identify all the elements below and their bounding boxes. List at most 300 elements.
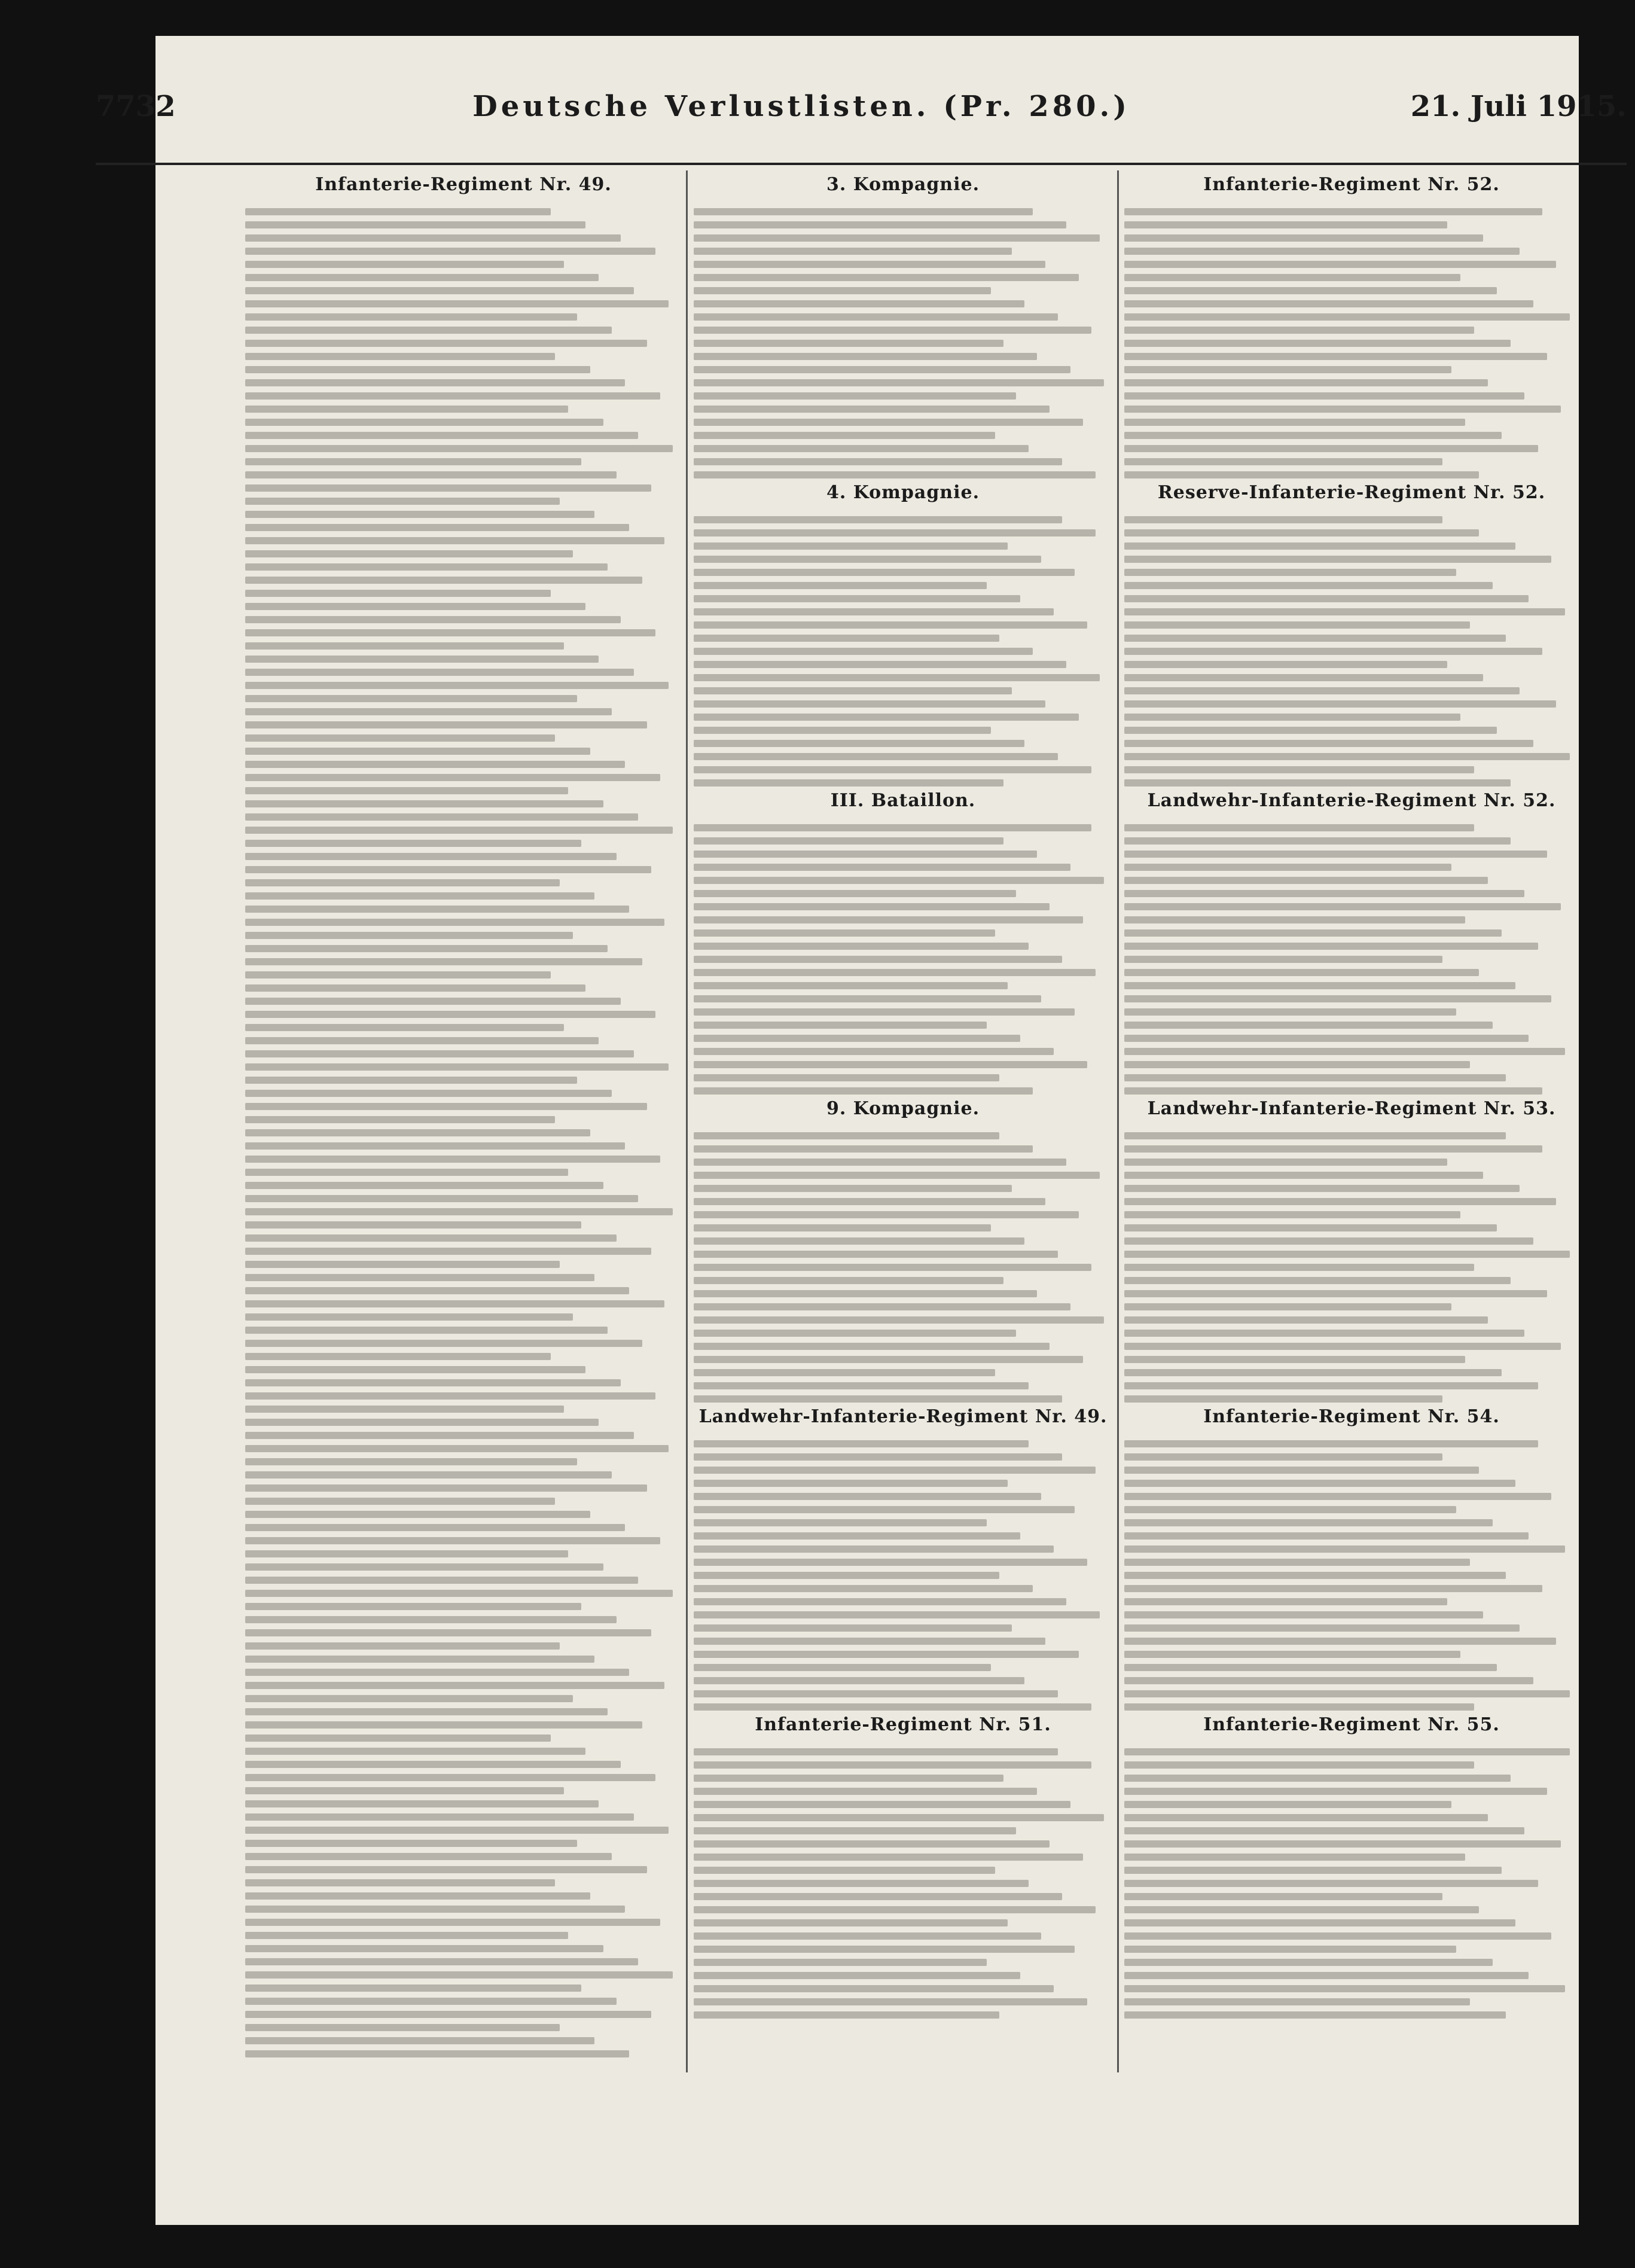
text-line: [245, 419, 603, 426]
text-line: [245, 761, 625, 768]
text-line: [245, 813, 638, 821]
column-1: [245, 170, 682, 2072]
text-block: [1124, 200, 1579, 478]
section-heading: 9. Kompagnie.: [826, 1098, 980, 1119]
text-line: [245, 458, 581, 465]
text-line: [245, 1919, 660, 1926]
text-line: [245, 1892, 590, 1900]
text-line: [694, 956, 1062, 963]
text-line: [245, 721, 647, 728]
text-line: [1124, 1316, 1488, 1324]
column-divider: [1117, 170, 1119, 2072]
text-line: [1124, 1906, 1479, 1913]
text-line: [694, 1211, 1079, 1218]
text-line: [694, 727, 991, 734]
text-block: [1124, 508, 1579, 787]
text-line: [245, 379, 625, 386]
text-line: [245, 708, 612, 715]
text-line: [1124, 1998, 1470, 2005]
text-line: [1124, 542, 1515, 550]
text-line: [1124, 2011, 1506, 2019]
text-line: [1124, 287, 1497, 294]
text-line: [245, 1063, 669, 1071]
text-line: [1124, 1382, 1538, 1389]
text-line: [245, 1945, 603, 1952]
publication-title: Deutsche Verlustlisten. (Pr. 280.): [472, 90, 1130, 123]
text-line: [1124, 1224, 1497, 1231]
text-line: [245, 1656, 594, 1663]
text-line: [1124, 890, 1524, 897]
text-line: [245, 1090, 612, 1097]
text-line: [694, 648, 1033, 655]
text-line: [245, 1248, 651, 1255]
text-line: [694, 1946, 1075, 1953]
column-3: [1124, 170, 1579, 2072]
text-line: [245, 1024, 564, 1031]
text-line: [694, 608, 1054, 615]
text-line: [1124, 916, 1465, 923]
text-line: [245, 2011, 651, 2018]
text-line: [1124, 1369, 1502, 1376]
text-line: [1124, 1598, 1447, 1605]
text-line: [245, 1353, 551, 1360]
text-line: [245, 603, 585, 610]
text-line: [694, 1440, 1029, 1447]
text-line: [694, 1972, 1020, 1979]
text-line: [694, 1159, 1066, 1166]
text-line: [1124, 274, 1460, 281]
text-line: [1124, 864, 1451, 871]
text-line: [1124, 727, 1497, 734]
text-line: [1124, 445, 1538, 452]
text-line: [694, 1519, 987, 1526]
text-line: [694, 1185, 1012, 1192]
text-line: [694, 516, 1062, 523]
text-line: [694, 714, 1079, 721]
text-line: [1124, 850, 1547, 858]
text-block: [1124, 1124, 1579, 1403]
text-line: [694, 327, 1091, 334]
text-line: [245, 1327, 608, 1334]
text-line: [245, 774, 660, 781]
text-line: [1124, 1545, 1565, 1553]
text-line: [245, 971, 551, 978]
text-line: [694, 1651, 1079, 1658]
section-heading: Reserve-Infanterie-Regiment Nr. 52.: [1157, 482, 1546, 503]
text-line: [694, 837, 1003, 845]
text-line: [1124, 753, 1570, 760]
text-line: [1124, 1611, 1483, 1618]
text-line: [694, 1251, 1058, 1258]
text-line: [1124, 569, 1456, 576]
text-line: [1124, 221, 1447, 228]
text-line: [694, 569, 1075, 576]
text-line: [245, 1366, 585, 1373]
text-line: [245, 1419, 599, 1426]
text-line: [1124, 1775, 1511, 1782]
text-line: [1124, 700, 1556, 708]
text-line: [245, 1827, 669, 1834]
text-line: [245, 1708, 608, 1715]
text-line: [1124, 1519, 1493, 1526]
text-line: [245, 945, 608, 952]
text-line: [245, 682, 669, 689]
text-line: [1124, 582, 1493, 589]
text-line: [1124, 1867, 1502, 1874]
text-line: [694, 1048, 1054, 1055]
text-line: [694, 766, 1091, 773]
text-line: [245, 1103, 647, 1110]
text-line: [1124, 687, 1520, 694]
text-line: [245, 1787, 564, 1794]
text-line: [694, 248, 1012, 255]
text-block: [694, 1432, 1112, 1711]
text-line: [694, 221, 1066, 228]
text-line: [1124, 1664, 1497, 1671]
text-block: [245, 200, 682, 2057]
text-line: [245, 1721, 642, 1729]
text-line: [1124, 1061, 1470, 1068]
text-line: [1124, 1303, 1451, 1310]
text-line: [1124, 969, 1479, 976]
text-line: [694, 1480, 1008, 1487]
text-line: [1124, 1145, 1542, 1153]
text-line: [694, 687, 1012, 694]
text-line: [245, 221, 585, 228]
text-line: [245, 1037, 599, 1044]
text-line: [1124, 1932, 1551, 1940]
text-line: [1124, 353, 1547, 360]
text-line: [245, 287, 634, 294]
text-line: [694, 1356, 1083, 1363]
text-line: [1124, 516, 1442, 523]
text-line: [694, 1172, 1100, 1179]
text-line: [245, 1392, 655, 1400]
text-line: [694, 1382, 1029, 1389]
text-line: [245, 932, 573, 939]
text-line: [1124, 766, 1474, 773]
text-line: [245, 656, 599, 663]
text-block: [694, 1124, 1112, 1403]
text-line: [245, 1879, 555, 1886]
text-line: [694, 1703, 1091, 1711]
text-line: [1124, 1840, 1561, 1848]
text-line: [1124, 1506, 1456, 1513]
text-line: [694, 1008, 1075, 1016]
text-line: [245, 1471, 612, 1479]
text-line: [694, 1959, 987, 1966]
text-line: [1124, 1919, 1515, 1926]
text-line: [245, 1261, 560, 1268]
text-line: [694, 1277, 1003, 1284]
text-line: [694, 1224, 991, 1231]
text-line: [245, 1195, 638, 1202]
text-line: [245, 432, 638, 439]
text-line: [694, 1532, 1020, 1540]
text-line: [694, 1919, 1008, 1926]
text-line: [245, 2024, 560, 2031]
text-line: [245, 590, 551, 597]
text-line: [1124, 1087, 1542, 1095]
text-line: [694, 877, 1104, 884]
text-line: [245, 313, 577, 321]
text-line: [1124, 837, 1511, 845]
text-line: [245, 563, 608, 571]
section-heading: Landwehr-Infanterie-Regiment Nr. 52.: [1147, 790, 1556, 811]
text-line: [694, 556, 1041, 563]
text-block: [694, 1740, 1112, 2019]
text-line: [1124, 608, 1565, 615]
text-line: [245, 577, 642, 584]
text-line: [694, 916, 1083, 923]
text-line: [694, 529, 1096, 536]
text-line: [245, 300, 669, 307]
text-line: [245, 1011, 655, 1018]
text-line: [245, 616, 621, 623]
text-line: [694, 1061, 1087, 1068]
text-line: [694, 595, 1020, 602]
text-line: [1124, 1440, 1538, 1447]
text-line: [1124, 208, 1542, 215]
text-line: [694, 1369, 995, 1376]
text-line: [245, 1129, 590, 1136]
text-line: [1124, 1827, 1524, 1834]
text-line: [694, 1074, 999, 1081]
text-line: [245, 511, 594, 518]
text-line: [694, 850, 1037, 858]
text-line: [694, 740, 1024, 747]
text-line: [694, 432, 995, 439]
text-line: [1124, 1959, 1493, 1966]
text-line: [245, 1906, 625, 1913]
text-line: [694, 406, 1050, 413]
text-line: [1124, 556, 1551, 563]
text-line: [245, 498, 560, 505]
text-line: [245, 1577, 638, 1584]
text-line: [694, 1264, 1091, 1271]
text-line: [694, 366, 1070, 373]
text-line: [694, 458, 1062, 465]
text-line: [245, 1169, 568, 1176]
text-line: [245, 550, 573, 557]
text-line: [694, 1854, 1083, 1861]
text-line: [245, 1340, 642, 1347]
text-line: [245, 524, 629, 531]
page-number: 7732: [96, 90, 176, 123]
text-line: [694, 1677, 1024, 1684]
text-line: [245, 366, 590, 373]
text-line: [245, 800, 603, 807]
text-line: [1124, 1559, 1470, 1566]
text-line: [1124, 1985, 1565, 1992]
text-line: [245, 1156, 660, 1163]
issue-date: 21. Juli 1915.: [1410, 90, 1627, 123]
text-line: [1124, 929, 1502, 937]
text-line: [1124, 248, 1520, 255]
text-line: [1124, 1880, 1538, 1887]
text-line: [694, 287, 991, 294]
text-line: [1124, 1690, 1570, 1697]
text-block: [694, 816, 1112, 1095]
text-line: [245, 1458, 577, 1465]
text-line: [245, 1629, 651, 1636]
text-line: [245, 406, 568, 413]
text-line: [1124, 1972, 1529, 1979]
text-line: [694, 982, 1008, 989]
text-line: [245, 1379, 621, 1386]
text-line: [245, 1840, 577, 1847]
text-line: [1124, 1638, 1556, 1645]
text-block: [1124, 816, 1579, 1095]
text-line: [1124, 1251, 1570, 1258]
text-line: [1124, 1277, 1511, 1284]
text-line: [694, 1343, 1050, 1350]
text-line: [694, 995, 1041, 1002]
text-line: [245, 1853, 612, 1860]
text-line: [694, 1611, 1100, 1618]
text-line: [694, 392, 1016, 400]
text-line: [1124, 1264, 1474, 1271]
text-block: [1124, 1432, 1579, 1711]
text-line: [694, 353, 1037, 360]
text-line: [1124, 471, 1479, 478]
text-line: [1124, 1022, 1493, 1029]
text-line: [694, 1198, 1045, 1205]
section-heading: III. Bataillon.: [830, 790, 976, 811]
text-line: [694, 274, 1079, 281]
text-line: [245, 1221, 581, 1228]
text-line: [694, 1467, 1096, 1474]
text-line: [694, 621, 1087, 629]
text-line: [245, 1300, 664, 1307]
column-divider: [686, 170, 688, 2072]
text-line: [245, 1813, 634, 1821]
text-line: [245, 1866, 647, 1873]
text-line: [694, 1801, 1070, 1808]
section-heading: 3. Kompagnie.: [826, 174, 980, 195]
text-line: [245, 248, 655, 255]
text-line: [1124, 392, 1524, 400]
text-line: [1124, 1198, 1556, 1205]
text-line: [694, 1303, 1070, 1310]
text-line: [1124, 995, 1551, 1002]
text-line: [245, 274, 599, 281]
text-line: [1124, 621, 1470, 629]
masthead: [96, 90, 1627, 132]
text-line: [245, 642, 564, 650]
text-line: [694, 1788, 1037, 1795]
text-line: [694, 542, 1008, 550]
section-heading: Infanterie-Regiment Nr. 51.: [755, 1714, 1051, 1735]
text-line: [245, 1984, 581, 1992]
text-line: [1124, 234, 1483, 242]
text-line: [245, 1932, 568, 1939]
text-line: [1124, 982, 1515, 989]
column-2: [694, 170, 1112, 2072]
text-line: [245, 1274, 594, 1281]
text-line: [245, 445, 673, 452]
text-line: [245, 1406, 564, 1413]
text-line: [245, 669, 634, 676]
text-line: [1124, 1703, 1474, 1711]
text-line: [1124, 1330, 1524, 1337]
text-line: [245, 748, 590, 755]
text-line: [694, 300, 1024, 307]
text-line: [694, 1237, 1024, 1245]
text-line: [694, 929, 995, 937]
text-line: [694, 1493, 1041, 1500]
text-line: [694, 1893, 1062, 1900]
text-line: [1124, 1748, 1570, 1755]
text-line: [1124, 327, 1474, 334]
text-line: [694, 445, 1029, 452]
text-line: [694, 1827, 1016, 1834]
text-line: [1124, 740, 1533, 747]
text-line: [1124, 1211, 1460, 1218]
text-line: [694, 700, 1045, 708]
text-line: [1124, 1048, 1565, 1055]
text-line: [694, 1453, 1062, 1461]
text-line: [694, 1880, 1029, 1887]
text-line: [1124, 779, 1511, 787]
text-line: [1124, 1008, 1456, 1016]
text-line: [245, 695, 577, 702]
text-line: [1124, 1453, 1442, 1461]
text-line: [245, 1524, 625, 1531]
text-line: [245, 471, 617, 478]
text-line: [1124, 1761, 1474, 1769]
text-line: [1124, 432, 1502, 439]
text-line: [694, 1506, 1075, 1513]
text-line: [694, 1316, 1104, 1324]
text-block: [1124, 1740, 1579, 2019]
text-line: [1124, 366, 1451, 373]
text-line: [694, 1585, 1033, 1592]
text-line: [694, 903, 1050, 910]
text-line: [694, 1087, 1033, 1095]
text-line: [694, 674, 1100, 681]
text-line: [694, 340, 1003, 347]
text-line: [245, 1958, 638, 1965]
text-line: [245, 1182, 603, 1189]
text-line: [694, 635, 999, 642]
text-line: [1124, 1814, 1488, 1821]
text-line: [1124, 661, 1447, 668]
text-line: [245, 1590, 673, 1597]
text-line: [245, 1116, 555, 1123]
text-line: [694, 753, 1058, 760]
text-line: [1124, 943, 1538, 950]
text-line: [245, 234, 621, 242]
section-heading: 4. Kompagnie.: [826, 482, 980, 503]
text-line: [1124, 1651, 1460, 1658]
text-line: [245, 353, 555, 360]
text-line: [694, 2011, 999, 2019]
text-line: [694, 1624, 1012, 1632]
text-line: [245, 1234, 617, 1242]
text-line: [1124, 714, 1460, 721]
text-line: [245, 1563, 603, 1571]
text-line: [245, 853, 617, 860]
section-heading: Infanterie-Regiment Nr. 55.: [1203, 1714, 1500, 1735]
text-block: [694, 200, 1112, 478]
text-line: [245, 866, 651, 873]
text-line: [245, 879, 560, 886]
text-line: [1124, 379, 1488, 386]
text-line: [1124, 635, 1506, 642]
section-heading: Infanterie-Regiment Nr. 54.: [1203, 1406, 1500, 1427]
text-line: [694, 1814, 1104, 1821]
